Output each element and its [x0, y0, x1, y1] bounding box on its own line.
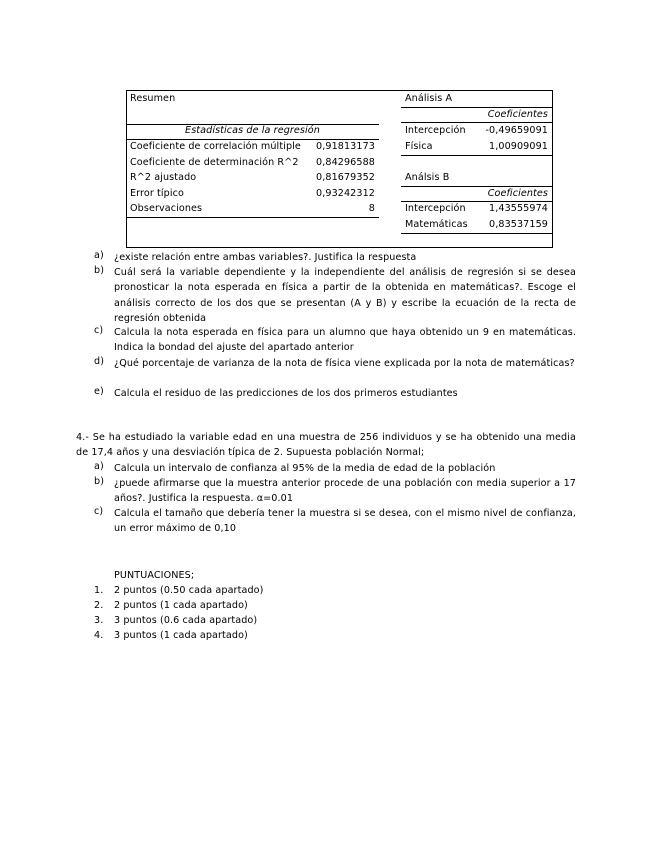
list-marker: a): [94, 461, 104, 472]
list-item: Calcula el tamaño que debería tener la muestra si se desea, con el mismo nivel de confianza, un error máximo de 0,10: [114, 508, 576, 535]
list-marker: 4.: [94, 630, 104, 641]
stats-header: Estadísticas de la regresión: [185, 125, 320, 136]
coef-value: -0,49659091: [485, 125, 548, 136]
analysis-b-title: Análsis B: [405, 172, 450, 183]
list-marker: d): [94, 356, 105, 367]
coef-label: Física: [405, 141, 433, 152]
stat-value: 0,84296588: [316, 157, 375, 168]
list-marker: b): [94, 476, 105, 487]
coef-value: 1,00909091: [489, 141, 548, 152]
summary-title: Resumen: [130, 93, 176, 104]
list-item: Calcula un intervalo de confianza al 95% de la media de edad de la población: [114, 463, 496, 474]
analysis-a-divider-bottom: [401, 155, 553, 156]
analysis-b-coef-header: Coeficientes: [487, 188, 548, 199]
score-item: 3 puntos (0.6 cada apartado): [114, 615, 258, 626]
analysis-a-divider-header: [401, 122, 553, 123]
stat-label: Observaciones: [130, 203, 203, 214]
stat-label: Error típico: [130, 188, 184, 199]
analysis-a-title: Análisis A: [405, 93, 453, 104]
list-marker: b): [94, 265, 105, 276]
list-marker: c): [94, 325, 104, 336]
list-marker: e): [94, 386, 104, 397]
coef-label: Intercepción: [405, 203, 466, 214]
list-item: Calcula el residuo de las predicciones de los dos primeros estudiantes: [114, 388, 458, 399]
stat-value: 0,81679352: [316, 172, 375, 183]
stat-value: 0,93242312: [316, 188, 375, 199]
score-item: 3 puntos (1 cada apartado): [114, 630, 248, 641]
analysis-b-divider-bottom: [401, 233, 553, 234]
score-item: 2 puntos (0.50 cada apartado): [114, 585, 264, 596]
coef-label: Intercepción: [405, 125, 466, 136]
stat-value: 8: [368, 203, 375, 214]
problem-intro: 4.- Se ha estudiado la variable edad en una muestra de 256 individuos y se ha obtenido una media de 17,4 años y una desviación típica de 2. Supuesta población Normal;: [76, 432, 576, 459]
analysis-b-divider-header: [401, 201, 553, 202]
summary-divider-bottom: [126, 217, 379, 218]
list-marker: 1.: [94, 585, 104, 596]
stat-label: R^2 ajustado: [130, 172, 197, 183]
list-marker: 2.: [94, 600, 104, 611]
list-marker: a): [94, 250, 104, 261]
score-item: 2 puntos (1 cada apartado): [114, 600, 248, 611]
list-item: Calcula la nota esperada en física para un alumno que haya obtenido un 9 en matemáticas. Indica la bondad del ajuste del apartado anterior: [114, 327, 576, 354]
coef-value: 0,83537159: [489, 219, 548, 230]
list-item: Cuál será la variable dependiente y la independiente del análisis de regresión si se desea pronosticar la nota esperada en física a partir de la obtenida en matemáticas?. Escoge el análisis correcto de los dos que se presentan (A y B) y escribe la ecuación de la recta de regresión obtenida: [114, 267, 576, 324]
analysis-a-coef-header: Coeficientes: [487, 109, 548, 120]
coef-value: 1,43555974: [489, 203, 548, 214]
stat-label: Coeficiente de correlación múltiple: [130, 141, 301, 152]
stat-label: Coeficiente de determinación R^2: [130, 157, 299, 168]
scores-title: PUNTUACIONES;: [114, 570, 195, 581]
list-item: ¿existe relación entre ambas variables?. Justifica la respuesta: [114, 252, 417, 263]
analysis-b-divider-top: [401, 186, 553, 187]
coef-label: Matemáticas: [405, 219, 468, 230]
list-marker: c): [94, 506, 104, 517]
list-item: ¿Qué porcentaje de varianza de la nota de física viene explicada por la nota de matemáticas?: [114, 358, 575, 369]
list-item: ¿puede afirmarse que la muestra anterior procede de una población con media superior a 17 años?. Justifica la respuesta. α=0.01: [114, 478, 576, 505]
summary-divider-header: [126, 139, 379, 140]
analysis-a-divider-top: [401, 107, 553, 108]
stat-value: 0,91813173: [316, 141, 375, 152]
list-marker: 3.: [94, 615, 104, 626]
